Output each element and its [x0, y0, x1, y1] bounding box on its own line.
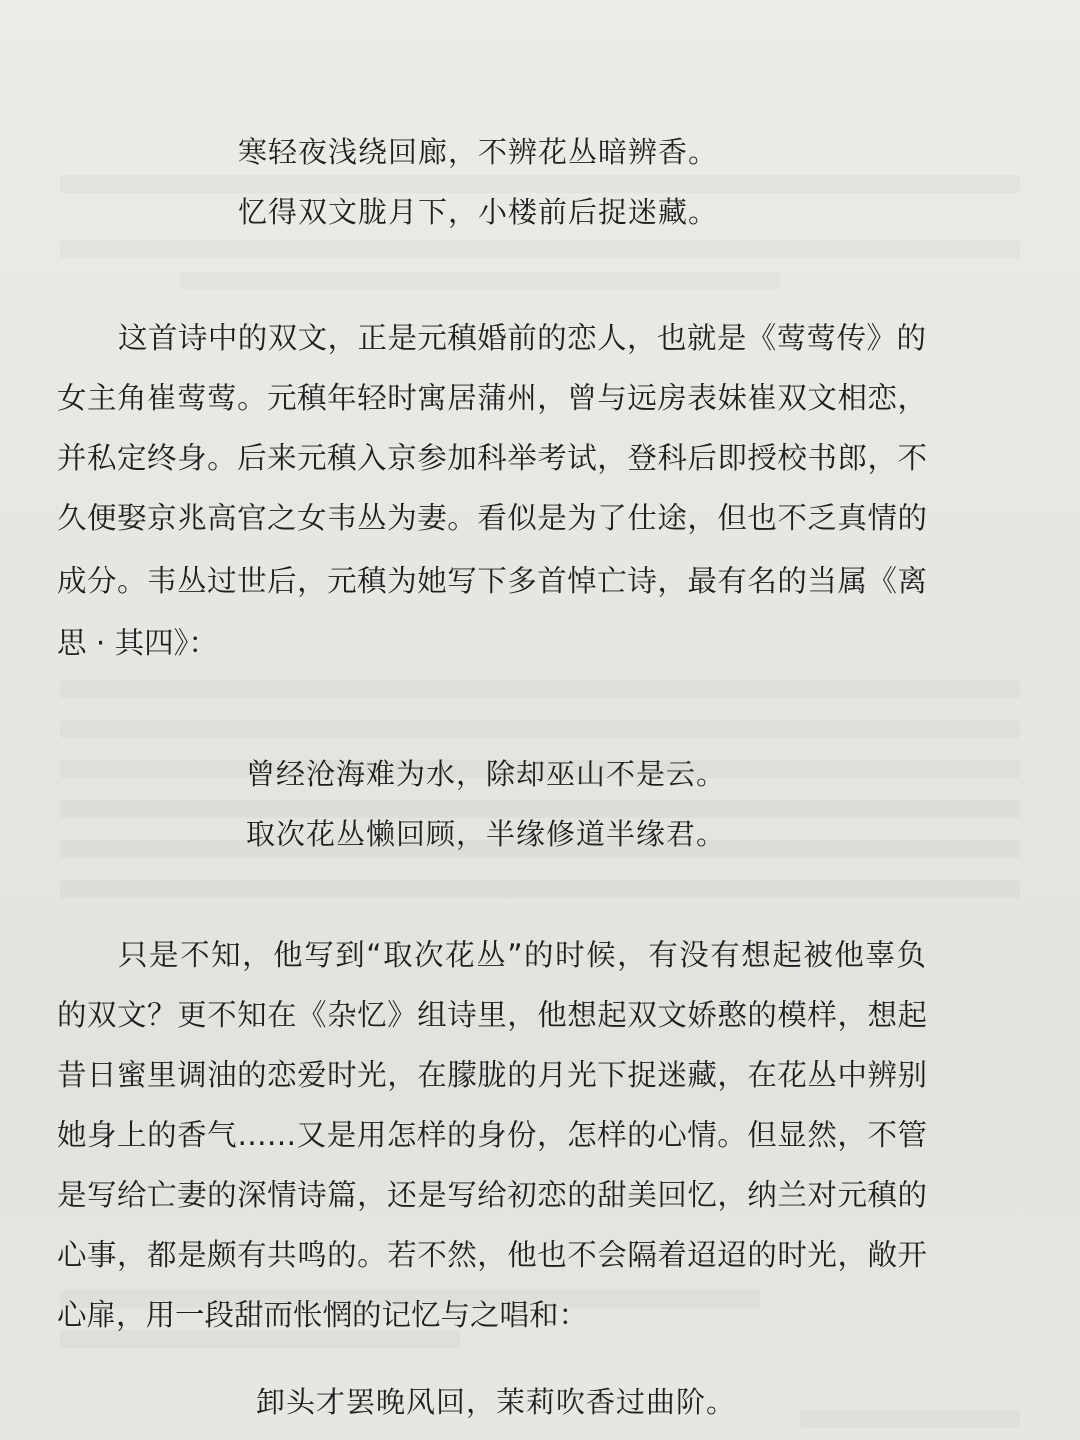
paragraph-line: 久便娶京兆高官之女韦丛为妻。看似是为了仕途，但也不乏真情的: [57, 501, 927, 535]
paragraph-line: 的双文？更不知在《杂忆》组诗里，他想起双文娇憨的模样，想起: [57, 998, 927, 1032]
paragraph-line: 心事，都是颇有共鸣的。若不然，他也不会隔着迢迢的时光，敞开: [57, 1238, 927, 1272]
paragraph-line: 思 · 其四》：: [57, 626, 218, 660]
paragraph-line: 昔日蜜里调油的恋爱时光，在朦胧的月光下捉迷藏，在花丛中辨别: [57, 1058, 927, 1092]
poem-line: 卸头才罢晚风回，茉莉吹香过曲阶。: [256, 1385, 737, 1419]
paragraph-line: 心扉，用一段甜而怅惘的记忆与之唱和：: [57, 1298, 589, 1332]
paragraph-line: 成分。韦丛过世后，元稹为她写下多首悼亡诗，最有名的当属《离: [57, 564, 927, 598]
paragraph-line: 这首诗中的双文，正是元稹婚前的恋人，也就是《莺莺传》的: [118, 321, 926, 355]
paragraph-line: 只是不知，他写到“取次花丛”的时候，有没有想起被他辜负: [118, 938, 926, 972]
poem-line: 曾经沧海难为水，除却巫山不是云。: [246, 757, 727, 791]
paragraph-line: 她身上的香气……又是用怎样的身份，怎样的心情。但显然，不管: [57, 1118, 927, 1152]
paragraph-line: 是写给亡妻的深情诗篇，还是写给初恋的甜美回忆，纳兰对元稹的: [57, 1178, 927, 1212]
poem-line: 忆得双文胧月下，小楼前后捉迷藏。: [238, 195, 719, 229]
poem-line: 取次花丛懒回顾，半缘修道半缘君。: [246, 817, 727, 851]
paragraph-line: 并私定终身。后来元稹入京参加科举考试，登科后即授校书郎，不: [57, 441, 927, 475]
paragraph-line: 女主角崔莺莺。元稹年轻时寓居蒲州，曾与远房表妹崔双文相恋，: [57, 381, 927, 415]
poem-line: 寒轻夜浅绕回廊，不辨花丛暗辨香。: [238, 135, 719, 169]
